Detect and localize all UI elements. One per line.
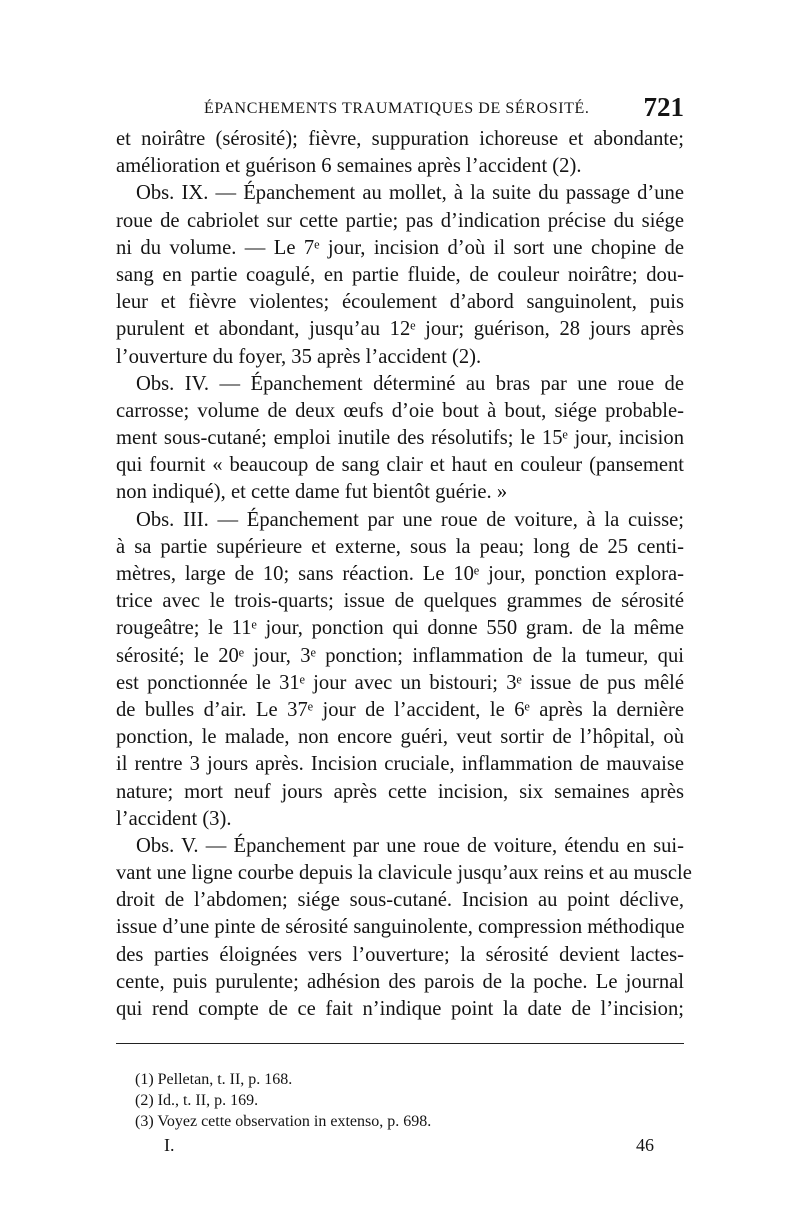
text-line: ni du volume. — Le 7ᵉ jour, incision d’où il sort une chopine de [116, 236, 684, 259]
text-line: sérosité; le 20ᵉ jour, 3ᵉ ponction; inflammation de la tumeur, qui [116, 644, 684, 667]
text-line: qui rend compte de ce fait n’indique point la date de l’incision; [116, 998, 684, 1020]
text-line: Obs. III. — Épanchement par une roue de voiture, à la cuisse; [136, 508, 684, 531]
text-line: l’accident (3). [116, 807, 232, 830]
text-line: carrosse; volume de deux œufs d’oie bout à bout, siége probable- [116, 399, 684, 422]
text-line: droit de l’abdomen; siége sous-cutané. Incision au point déclive, [116, 889, 684, 912]
body-text [116, 126, 692, 1023]
text-line: des parties éloignées vers l’ouverture; la sérosité devient lactes- [116, 943, 684, 966]
text-line: leur et fièvre violentes; écoulement d’abord sanguinolent, puis [116, 291, 684, 314]
text-line: il rentre 3 jours après. Incision cruciale, inflammation de mauvaise [116, 753, 684, 776]
text-line: issue d’une pinte de sérosité sanguinolente, compression méthodique [116, 916, 685, 939]
footnote-divider [116, 1043, 684, 1044]
text-line: ment sous-cutané; emploi inutile des résolutifs; le 15ᵉ jour, incision [116, 427, 684, 450]
text-line: amélioration et guérison 6 semaines après l’accident (2). [116, 155, 582, 178]
text-line: ponction, le malade, non encore guéri, veut sortir de l’hôpital, où [116, 726, 684, 749]
text-line: non indiqué), et cette dame fut bientôt guérie. » [116, 481, 508, 504]
text-line: et noirâtre (sérosité); fièvre, suppuration ichoreuse et abondante; [116, 128, 684, 150]
running-title: ÉPANCHEMENTS TRAUMATIQUES DE SÉROSITÉ. [204, 100, 590, 117]
page-number: 721 [643, 92, 684, 122]
text-line: purulent et abondant, jusqu’au 12ᵉ jour; guérison, 28 jours après [116, 318, 684, 341]
page-header [116, 92, 684, 122]
signature-volume: I. [164, 1135, 175, 1155]
text-line: rougeâtre; le 11ᵉ jour, ponction qui donne 550 gram. de la même [116, 617, 684, 640]
text-line: trice avec le trois-quarts; issue de quelques grammes de sérosité [116, 590, 684, 613]
footnote: (2) Id., t. II, p. 169. [135, 1092, 259, 1109]
footnotes [135, 1069, 431, 1132]
text-line: nature; mort neuf jours après cette incision, six semaines après [116, 780, 684, 803]
text-line: roue de cabriolet sur cette partie; pas d’indication précise du siége [116, 209, 684, 232]
text-line: de bulles d’air. Le 37ᵉ jour de l’accident, le 6ᵉ après la dernière [116, 698, 684, 721]
text-line: sang en partie coagulé, en partie fluide, de couleur noirâtre; dou- [116, 263, 684, 286]
text-line: mètres, large de 10; sans réaction. Le 10ᵉ jour, ponction explora- [116, 563, 684, 585]
signature-number: 46 [636, 1135, 654, 1155]
text-line: Obs. V. — Épanchement par une roue de voiture, étendu en sui- [136, 834, 684, 857]
text-line: qui fournit « beaucoup de sang clair et haut en couleur (pansement [116, 454, 684, 477]
text-line: vant une ligne courbe depuis la clavicule jusqu’aux reins et au muscle [116, 862, 692, 885]
text-line: Obs. IX. — Épanchement au mollet, à la suite du passage d’une [136, 182, 684, 205]
text-line: est ponctionnée le 31ᵉ jour avec un bistouri; 3ᵉ issue de pus mêlé [116, 671, 684, 694]
text-line: à sa partie supérieure et externe, sous la peau; long de 25 centi- [116, 535, 684, 558]
text-line: l’ouverture du foyer, 35 après l’accident (2). [116, 345, 482, 368]
footnote: (1) Pelletan, t. II, p. 168. [135, 1071, 293, 1088]
text-line: cente, puis purulente; adhésion des parois de la poche. Le journal [116, 970, 684, 993]
footnote: (3) Voyez cette observation in extenso, p. 698. [135, 1113, 432, 1130]
text-line: Obs. IV. — Épanchement déterminé au bras par une roue de [136, 372, 684, 395]
